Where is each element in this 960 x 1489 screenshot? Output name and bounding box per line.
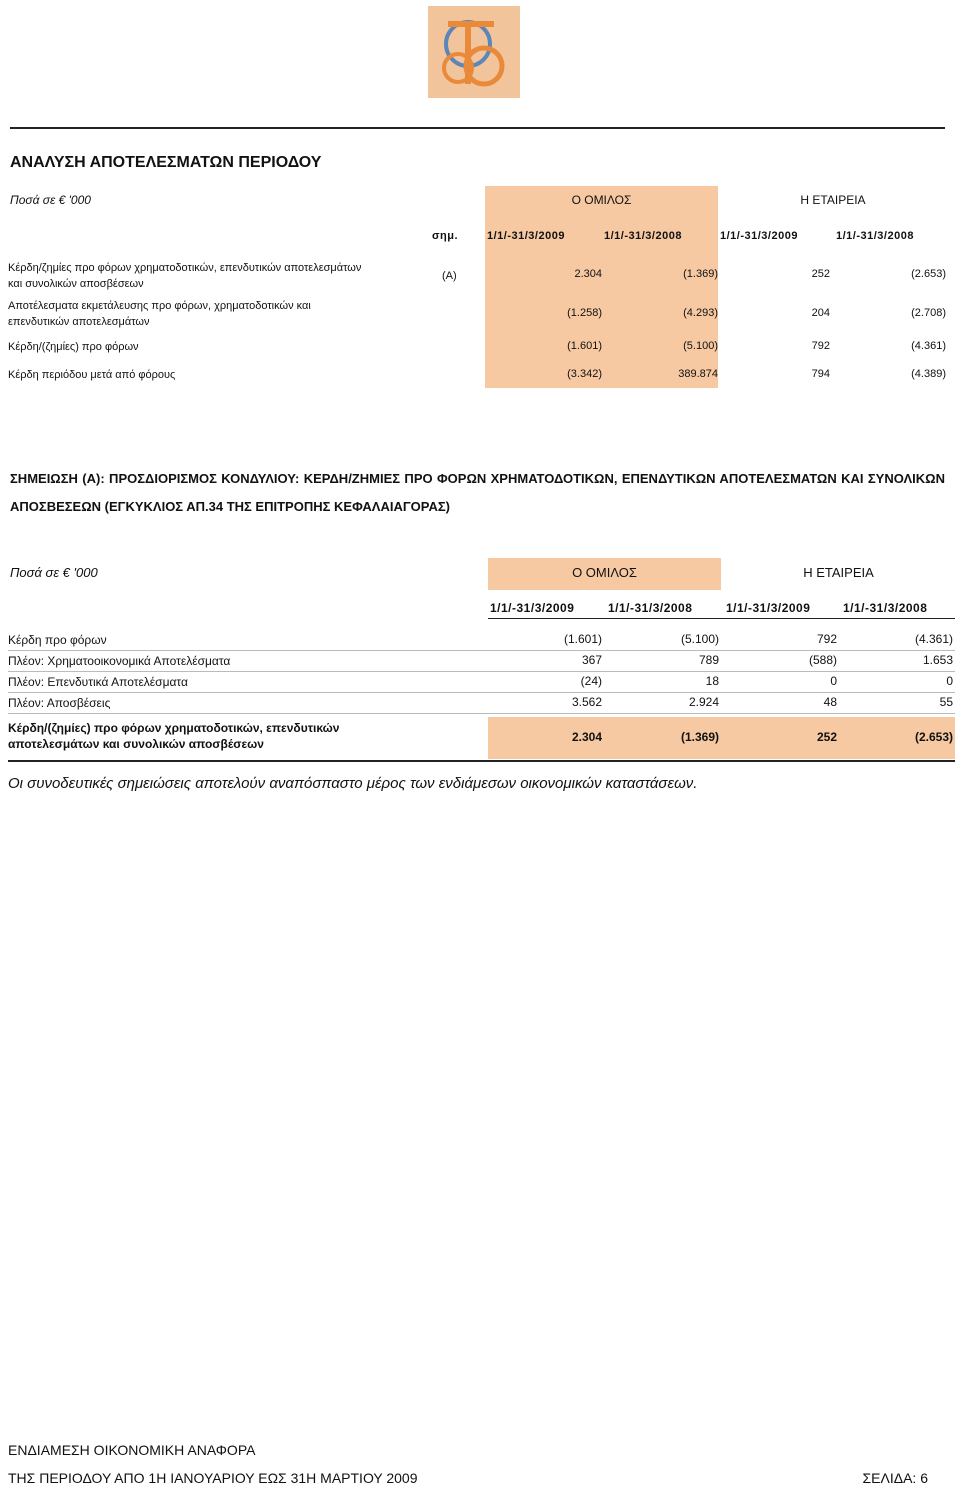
header-divider	[10, 127, 945, 129]
table2-cell: 48	[823, 695, 837, 709]
table2-total-cell: 2.304	[571, 730, 602, 744]
table2-cell: 367	[581, 653, 602, 667]
table1-cell: (4.361)	[911, 340, 946, 352]
table1-company-header: Η ΕΤΑΙΡΕΙΑ	[800, 193, 866, 207]
table2-company-header: Η ΕΤΑΙΡΕΙΑ	[803, 565, 874, 580]
table2-row-label: Κέρδη προ φόρων	[8, 633, 107, 647]
table2-row-label: Πλέον: Επενδυτικά Αποτελέσματα	[8, 675, 188, 689]
table2-row-divider	[8, 650, 955, 651]
table2-period-4: 1/1/-31/3/2008	[843, 601, 928, 615]
table1-row-label: Κέρδη/(ζημίες) προ φόρων	[8, 341, 139, 353]
table1-amounts-label: Ποσά σε € '000	[10, 193, 91, 207]
table2-amounts-label: Ποσά σε € '000	[10, 565, 98, 580]
table2-bottom-rule	[8, 760, 955, 762]
table2-group-header: Ο ΟΜΙΛΟΣ	[572, 565, 637, 580]
table2-row-divider	[8, 713, 955, 714]
table1-cell: (1.369)	[683, 268, 718, 280]
table2-row-label: Πλέον: Αποσβέσεις	[8, 696, 111, 710]
table1-cell: 792	[811, 340, 830, 352]
table2-cell: 1.653	[922, 653, 953, 667]
table2-total-cell: (2.653)	[914, 730, 953, 744]
table2-cell: (24)	[580, 674, 602, 688]
table2-cell: 0	[946, 674, 953, 688]
table1-cell: (5.100)	[683, 340, 718, 352]
table1-group-shade	[485, 186, 718, 388]
table2-row-label: Πλέον: Χρηματοοικονομικά Αποτελέσματα	[8, 654, 231, 668]
table2-cell: (4.361)	[914, 632, 953, 646]
table2-header-rule	[488, 618, 955, 619]
table1-cell: (3.342)	[567, 368, 602, 380]
footer-period: ΤΗΣ ΠΕΡΙΟΔΟΥ ΑΠΟ 1Η ΙΑΝΟΥΑΡΙΟΥ ΕΩΣ 31Η ΜΑΡΤΙΟΥ 2009	[8, 1470, 418, 1486]
table1-period-4: 1/1/-31/3/2008	[836, 230, 914, 242]
table1-row-label: Αποτέλεσματα εκμετάλευσης προ φόρων, χρηματοδοτικών και επενδυτικών αποτελεσμάτων	[8, 300, 311, 328]
logo-rings-icon	[428, 6, 520, 98]
table2-cell: (588)	[808, 653, 837, 667]
table1-row-note: (Α)	[442, 270, 457, 282]
table2-row-divider	[8, 671, 955, 672]
table1-cell: (2.653)	[911, 268, 946, 280]
table1-row-label: Κέρδη περιόδου μετά από φόρους	[8, 369, 176, 381]
table1-period-2: 1/1/-31/3/2008	[604, 230, 682, 242]
table1-cell: (1.258)	[567, 307, 602, 319]
table2-cell: 2.924	[688, 695, 719, 709]
note-heading: ΣΗΜΕΙΩΣΗ (Α): ΠΡΟΣΔΙΟΡΙΣΜΟΣ ΚΟΝΔΥΛΙΟΥ: ΚΕΡΔΗ/ΖΗΜΙΕΣ ΠΡΟ ΦΟΡΩΝ ΧΡΗΜΑΤΟΔΟΤΙΚΩΝ, ΕΠΕΝΔΥΤΙΚΩΝ ΑΠΟΤΕΛΕΣΜΑΤΩΝ ΚΑΙ ΣΥΝΟΛΙΚΩΝ ΑΠΟΣΒΕΣΕΩΝ (ΕΓΚΥΚΛΙΟΣ ΑΠ.34 ΤΗΣ ΕΠΙΤΡΟΠΗΣ ΚΕΦΑΛΑΙΑΓΟΡΑΣ)	[10, 471, 945, 514]
table2-cell: 18	[705, 674, 719, 688]
company-logo	[428, 6, 520, 98]
table2-total-cell: (1.369)	[680, 730, 719, 744]
table2-total-label: Κέρδη/(ζημίες) προ φόρων χρηματοδοτικών, επενδυτικών αποτελεσμάτων και συνολικών αποσβέσεων	[8, 721, 340, 751]
table1-row-label: Κέρδη/ζημίες προ φόρων χρηματοδοτικών, επενδυτικών αποτελεσμάτων και συνολικών αποσβέσεων	[8, 262, 362, 290]
table1-period-3: 1/1/-31/3/2009	[720, 230, 798, 242]
table1-cell: 252	[811, 268, 830, 280]
table2-cell: 3.562	[571, 695, 602, 709]
footer-page-number: ΣΕΛΙΔΑ: 6	[862, 1470, 928, 1486]
table2-cell: (5.100)	[680, 632, 719, 646]
table2-period-3: 1/1/-31/3/2009	[726, 601, 811, 615]
table2-cell: 0	[830, 674, 837, 688]
table2-cell: (1.601)	[563, 632, 602, 646]
table1-group-header: Ο ΟΜΙΛΟΣ	[571, 193, 632, 207]
section-title: ΑΝΑΛΥΣΗ ΑΠΟΤΕΛΕΣΜΑΤΩΝ ΠΕΡΙΟΔΟΥ	[10, 154, 322, 171]
table1-cell: (2.708)	[911, 307, 946, 319]
table1-cell: (1.601)	[567, 340, 602, 352]
table2-cell: 792	[816, 632, 837, 646]
table1-cell: 204	[811, 307, 830, 319]
table1-note-header: σημ.	[432, 230, 459, 242]
table2-row-divider	[8, 692, 955, 693]
table2-period-2: 1/1/-31/3/2008	[608, 601, 693, 615]
table1-cell: (4.389)	[911, 368, 946, 380]
accompanying-note: Οι συνοδευτικές σημειώσεις αποτελούν αναπόσπαστο μέρος των ενδιάμεσων οικονομικών καταστάσεων.	[8, 775, 698, 792]
table1-cell: 794	[811, 368, 830, 380]
table2-period-1: 1/1/-31/3/2009	[490, 601, 575, 615]
table1-period-1: 1/1/-31/3/2009	[487, 230, 565, 242]
table1-cell: 2.304	[574, 268, 602, 280]
table1-cell: 389.874	[678, 368, 718, 380]
footer-title: ΕΝΔΙΑΜΕΣΗ ΟΙΚΟΝΟΜΙΚΗ ΑΝΑΦΟΡΑ	[8, 1442, 256, 1458]
table2-cell: 789	[698, 653, 719, 667]
table2-total-cell: 252	[816, 730, 837, 744]
table2-cell: 55	[939, 695, 953, 709]
table1-cell: (4.293)	[683, 307, 718, 319]
